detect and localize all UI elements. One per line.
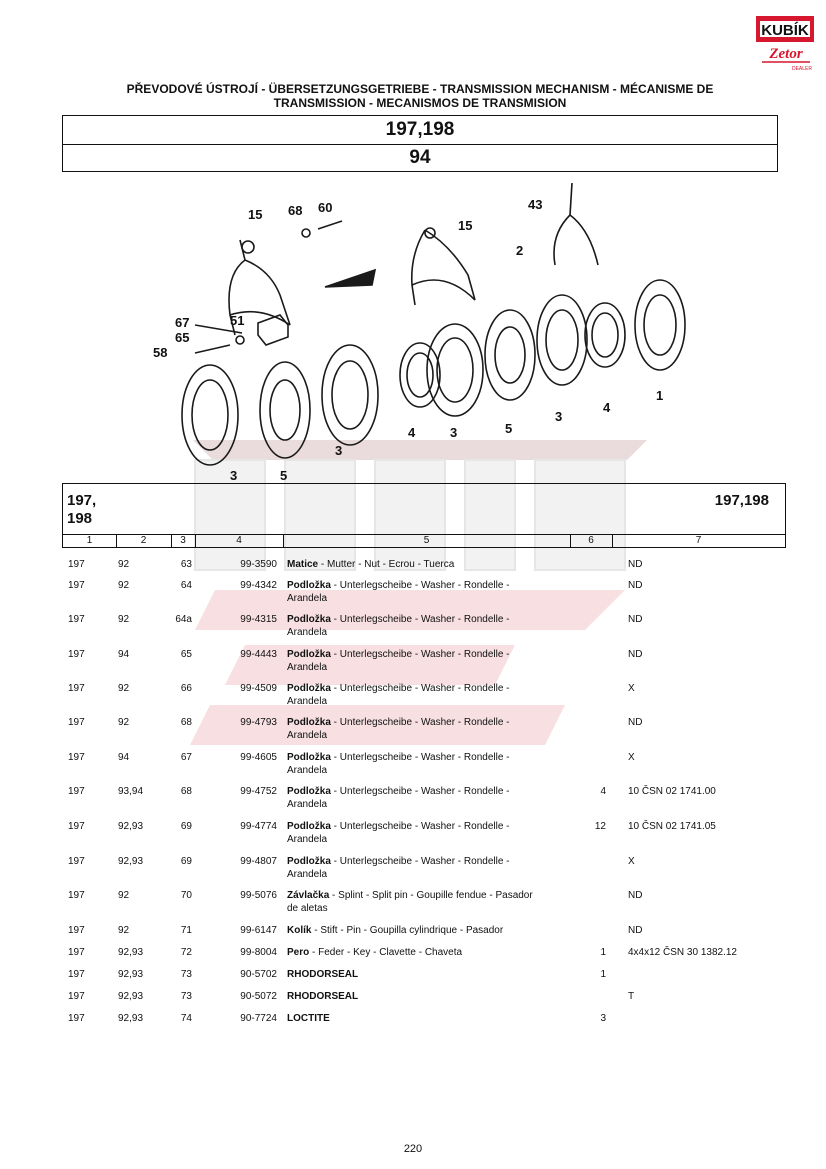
cell-position: 68 [180, 786, 192, 797]
cell-description [287, 924, 547, 937]
cell-part-number: 90-5072 [240, 991, 277, 1002]
cell-position: 64 [180, 580, 192, 591]
cell-position: 69 [180, 821, 192, 832]
part-translations: - Unterlegscheibe - Washer - Rondelle - [330, 717, 510, 728]
part-translations-cont: Arandela [287, 627, 328, 638]
cell-part-number: 90-5702 [240, 969, 277, 980]
hub-5-center [485, 310, 535, 400]
label-4-right: 4 [603, 400, 611, 415]
part-name: Podložka [287, 580, 331, 591]
part-name: Podložka [287, 856, 331, 867]
cell-part-number: 90-7724 [240, 1013, 277, 1024]
label-15-left: 15 [248, 207, 263, 222]
ring-1 [635, 280, 685, 370]
label-58: 58 [153, 345, 168, 360]
cell-group: 93,94 [118, 786, 144, 797]
col-1-header: 1 [63, 535, 117, 547]
washer-65 [236, 336, 244, 344]
cell-description [287, 751, 547, 777]
label-2: 2 [516, 243, 524, 258]
part-name: Podložka [287, 649, 331, 660]
label-60: 60 [318, 200, 333, 215]
part-name: Podložka [287, 821, 331, 832]
cell-position: 67 [180, 752, 192, 763]
part-translations: - Unterlegscheibe - Washer - Rondelle - [330, 580, 510, 591]
cell-part-number: 99-3590 [240, 559, 277, 570]
col-4-header: 4 [195, 535, 284, 547]
cell-description [287, 968, 547, 981]
cell-position: 65 [180, 649, 192, 660]
cell-group: 92 [118, 890, 130, 901]
cell-note: X [628, 683, 635, 694]
cell-group: 92,93 [118, 947, 144, 958]
part-translations: - Mutter - Nut - Ecrou - Tuerca [318, 559, 455, 570]
label-3-center: 3 [450, 425, 458, 440]
cell-note: T [628, 991, 635, 1002]
cell-note: X [628, 856, 635, 867]
cell-model: 197 [68, 786, 85, 797]
cell-part-number: 99-6147 [240, 925, 277, 936]
part-translations: - Unterlegscheibe - Washer - Rondelle - [330, 649, 510, 660]
cell-position: 73 [180, 991, 192, 1002]
cell-part-number: 99-4807 [240, 856, 277, 867]
cell-quantity: 1 [600, 947, 606, 958]
cell-part-number: 99-4774 [240, 821, 277, 832]
cell-group: 92 [118, 614, 130, 625]
cell-note: ND [628, 614, 643, 625]
cell-description [287, 946, 547, 959]
table-heading [62, 483, 786, 535]
part-name: LOCTITE [287, 1013, 330, 1024]
part-translations-cont: Arandela [287, 869, 328, 880]
cell-model: 197 [68, 649, 85, 660]
logo-brand: KUBÍK [761, 22, 809, 39]
cell-part-number: 99-4443 [240, 649, 277, 660]
cell-description [287, 558, 547, 571]
cell-part-number: 99-5076 [240, 890, 277, 901]
label-1: 1 [656, 388, 664, 403]
logo-sub: Zetor [769, 46, 803, 62]
cell-description [287, 785, 547, 811]
part-translations: - Splint - Split pin - Goupille fendue - Pasador [329, 890, 533, 901]
cell-model: 197 [68, 991, 85, 1002]
cell-note: ND [628, 649, 643, 660]
heading-line-2: TRANSMISSION - MECANISMOS DE TRANSMISION [273, 96, 567, 110]
cell-description [287, 613, 547, 639]
part-name: RHODORSEAL [287, 969, 359, 980]
part-name: Podložka [287, 683, 331, 694]
part-name: RHODORSEAL [287, 991, 359, 1002]
cell-model: 197 [68, 683, 85, 694]
cell-group: 92,93 [118, 991, 144, 1002]
cell-note: 10 ČSN 02 1741.00 [628, 786, 716, 797]
part-translations: - Feder - Key - Clavette - Chaveta [309, 947, 463, 958]
part-name: Matice [287, 559, 319, 570]
bolt-60 [318, 221, 342, 229]
part-translations-cont: Arandela [287, 593, 328, 604]
col-3-header: 3 [171, 535, 196, 547]
cell-group: 92,93 [118, 856, 144, 867]
cell-group: 92 [118, 925, 130, 936]
heading-left-line-2: 198 [67, 510, 93, 527]
heading-left-line-1: 197, [67, 492, 97, 509]
cell-group: 92,93 [118, 969, 144, 980]
col-5-header: 5 [283, 535, 571, 547]
cell-description [287, 648, 547, 674]
cell-part-number: 99-4509 [240, 683, 277, 694]
part-name: Pero [287, 947, 310, 958]
label-43: 43 [528, 197, 543, 212]
cell-group: 92 [118, 559, 130, 570]
cell-model: 197 [68, 821, 85, 832]
part-translations: - Unterlegscheibe - Washer - Rondelle - [330, 856, 510, 867]
cell-quantity: 12 [594, 821, 606, 832]
cell-part-number: 99-4315 [240, 614, 277, 625]
ring-3-right [537, 295, 587, 385]
label-67: 67 [175, 315, 190, 330]
cell-model: 197 [68, 925, 85, 936]
cell-part-number: 99-4605 [240, 752, 277, 763]
part-translations: - Unterlegscheibe - Washer - Rondelle - [330, 821, 510, 832]
models-box: 197,198 [62, 115, 778, 145]
part-name: Závlačka [287, 890, 330, 901]
cell-description [287, 820, 547, 846]
cell-part-number: 99-4793 [240, 717, 277, 728]
cell-group: 92 [118, 717, 130, 728]
col-2-header: 2 [116, 535, 172, 547]
cell-group: 92,93 [118, 821, 144, 832]
cell-part-number: 99-4752 [240, 786, 277, 797]
cell-note: ND [628, 717, 643, 728]
part-name: Kolík [287, 925, 312, 936]
cell-model: 197 [68, 717, 85, 728]
cell-note: 10 ČSN 02 1741.05 [628, 821, 716, 832]
cell-description [287, 855, 547, 881]
cell-model: 197 [68, 614, 85, 625]
cell-description [287, 889, 547, 915]
label-51: 51 [230, 313, 245, 328]
block-51 [258, 315, 288, 345]
cell-note: ND [628, 559, 643, 570]
part-translations-cont: Arandela [287, 765, 328, 776]
page-number: 220 [403, 1143, 423, 1155]
label-3-center-left: 3 [335, 443, 343, 458]
cell-group: 92 [118, 683, 130, 694]
hub-5-left [260, 362, 310, 458]
cell-position: 70 [180, 890, 192, 901]
shift-fork-15-middle [412, 230, 475, 305]
table-heading-right: 197,198 [714, 492, 769, 509]
screw-43 [570, 183, 572, 215]
cell-note: ND [628, 925, 643, 936]
label-4-center: 4 [408, 425, 416, 440]
bolt-58 [195, 345, 230, 353]
ring-3-center-left [322, 345, 378, 445]
cell-position: 73 [180, 969, 192, 980]
cell-model: 197 [68, 559, 85, 570]
cell-description [287, 579, 547, 605]
table-heading-left [67, 492, 96, 528]
part-translations-cont: Arandela [287, 834, 328, 845]
cell-group: 92,93 [118, 1013, 144, 1024]
cell-group: 92 [118, 580, 130, 591]
cell-position: 63 [180, 559, 192, 570]
cell-model: 197 [68, 947, 85, 958]
group-box: 94 [62, 144, 778, 172]
col-7-header: 7 [695, 535, 702, 546]
part-translations: - Unterlegscheibe - Washer - Rondelle - [330, 786, 510, 797]
transmission-exploded-diagram [150, 175, 710, 485]
cell-note: X [628, 752, 635, 763]
cell-description [287, 990, 547, 1003]
part-translations-cont: Arandela [287, 730, 328, 741]
part-translations-cont: Arandela [287, 662, 328, 673]
cell-model: 197 [68, 890, 85, 901]
cell-group: 94 [118, 649, 130, 660]
part-translations: - Unterlegscheibe - Washer - Rondelle - [330, 752, 510, 763]
label-68: 68 [288, 203, 303, 218]
cell-position: 69 [180, 856, 192, 867]
column-header-row [62, 535, 786, 548]
cell-model: 197 [68, 752, 85, 763]
part-name: Podložka [287, 614, 331, 625]
cell-position: 71 [180, 925, 192, 936]
cell-note: ND [628, 580, 643, 591]
cell-position: 68 [180, 717, 192, 728]
part-translations-cont: de aletas [287, 903, 328, 914]
page-heading [100, 82, 740, 110]
label-3-right: 3 [555, 409, 563, 424]
part-translations-cont: Arandela [287, 799, 328, 810]
label-5-center: 5 [505, 421, 513, 436]
label-5-left: 5 [280, 468, 288, 483]
part-translations: - Unterlegscheibe - Washer - Rondelle - [330, 614, 510, 625]
cell-position: 66 [180, 683, 192, 694]
cell-model: 197 [68, 580, 85, 591]
cell-part-number: 99-4342 [240, 580, 277, 591]
part-name: Podložka [287, 786, 331, 797]
part-translations: - Unterlegscheibe - Washer - Rondelle - [330, 683, 510, 694]
cell-description [287, 1012, 547, 1025]
part-translations-cont: Arandela [287, 696, 328, 707]
cell-model: 197 [68, 856, 85, 867]
cell-group: 94 [118, 752, 130, 763]
label-15-middle: 15 [458, 218, 473, 233]
cell-description [287, 682, 547, 708]
cell-quantity: 4 [600, 786, 606, 797]
col-6-header: 6 [570, 535, 613, 547]
cell-position: 64a [175, 614, 192, 625]
label-65: 65 [175, 330, 190, 345]
cell-position: 74 [180, 1013, 192, 1024]
logo-tag: DEALER [791, 66, 813, 72]
cell-model: 197 [68, 969, 85, 980]
label-3-left: 3 [230, 468, 238, 483]
cell-part-number: 99-8004 [240, 947, 277, 958]
cell-position: 72 [180, 947, 192, 958]
cell-note: 4x4x12 ČSN 30 1382.12 [628, 947, 737, 958]
heading-line-1: PŘEVODOVÉ ÚSTROJÍ - ÜBERSETZUNGSGETRIEBE - TRANSMISSION MECHANISM - MÉCANISME DE [126, 82, 714, 96]
part-name: Podložka [287, 752, 331, 763]
cell-description [287, 716, 547, 742]
shift-fork-2 [554, 215, 598, 265]
kubik-zetor-logo [754, 14, 816, 76]
part-translations: - Stift - Pin - Goupilla cylindrique - Pasador [311, 925, 504, 936]
cell-note: ND [628, 890, 643, 901]
washer-68 [302, 229, 310, 237]
direction-arrow [325, 270, 375, 287]
cell-quantity: 3 [600, 1013, 606, 1024]
cell-model: 197 [68, 1013, 85, 1024]
part-name: Podložka [287, 717, 331, 728]
cell-quantity: 1 [600, 969, 606, 980]
